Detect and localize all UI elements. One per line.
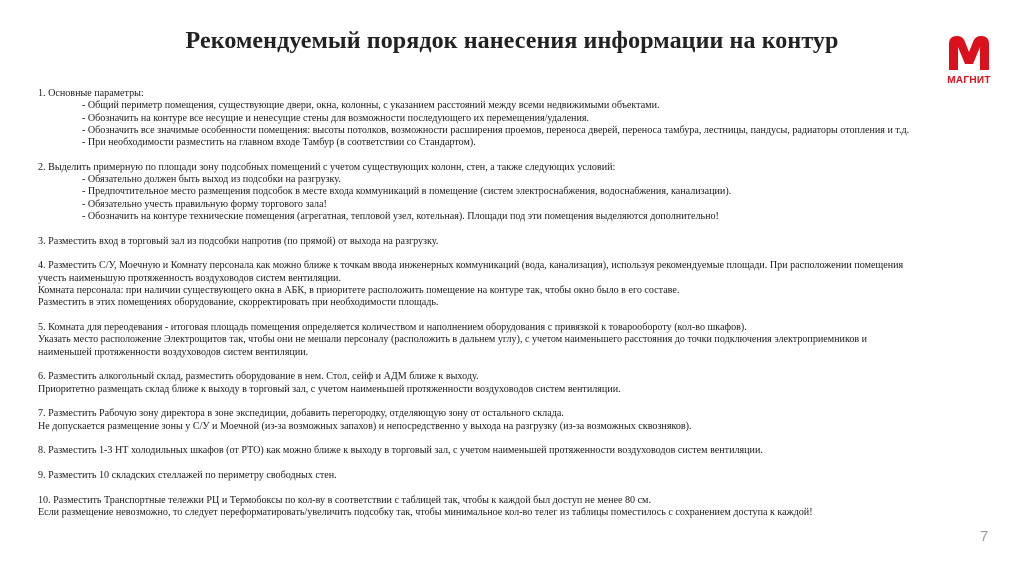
instruction-line: 5. Комната для переодевания - итоговая площадь помещения определяется количеством и наполнением оборудования с привязкой к товарообороту (кол-во шкафов). bbox=[38, 322, 747, 334]
instruction-section bbox=[38, 408, 968, 433]
logo-text: МАГНИТ bbox=[947, 75, 991, 86]
instruction-section bbox=[38, 236, 968, 248]
instruction-subitem: - Обозначить на контуре технические помещения (агрегатная, тепловой узел, котельная). Площади под эти помещения выделяются дополнительно! bbox=[82, 211, 719, 223]
instruction-line: Приоритетно размещать склад ближе к выходу в торговый зал, с учетом наименьшей протяженности воздуховодов систем вентиляции. bbox=[38, 383, 621, 395]
instruction-line: 10. Разместить Транспортные тележки РЦ и Термобоксы по кол-ву в соответствии с таблицей так, чтобы к каждой был доступ не менее 80 см. bbox=[38, 494, 651, 506]
instruction-line: 2. Выделить примерную по площади зону подсобных помещений с учетом существующих колонн, стен, а также следующих условий: bbox=[38, 161, 616, 173]
instruction-line: Комната персонала: при наличии существующего окна в АБК, в приоритете расположить помещение на контуре так, чтобы окно было в его составе. bbox=[38, 285, 680, 297]
instruction-line: Если размещение невозможно, то следует переформатировать/увеличить подсобку так, чтобы минимальное кол-во телег из таблицы поместилось с сохранением доступа к каждой! bbox=[38, 506, 813, 518]
instruction-section bbox=[38, 445, 968, 457]
instruction-section bbox=[38, 260, 968, 309]
instruction-line: Указать место расположение Электрощитов так, чтобы они не мешали персоналу (расположить в дальнем углу), с учетом наименьшего расстояния до точки подключения электроприемников и bbox=[38, 334, 868, 346]
page-title: Рекомендуемый порядок нанесения информации на контур bbox=[185, 28, 839, 54]
instruction-line: учесть наименьшую протяженность воздуховодов систем вентиляции. bbox=[38, 272, 341, 284]
instruction-subitem: - Обязательно должен быть выход из подсобки на разгрузку. bbox=[82, 174, 341, 186]
magnit-logo bbox=[941, 30, 997, 90]
instruction-section bbox=[38, 371, 968, 396]
instruction-line: 3. Разместить вход в торговый зал из подсобки напротив (по прямой) от выхода на разгрузку. bbox=[38, 235, 439, 247]
instruction-line: наименьшей протяженности воздуховодов систем вентиляции. bbox=[38, 346, 309, 358]
instruction-section bbox=[38, 162, 968, 223]
instruction-subitem: - Обязательно учесть правильную форму торгового зала! bbox=[82, 198, 327, 210]
instruction-subitem: - Общий периметр помещения, существующие двери, окна, колонны, с указанием расстояний между всеми недвижимыми объектами. bbox=[82, 100, 660, 112]
instruction-line: 6. Разместить алкогольный склад, разместить оборудование в нем. Стол, сейф и АДМ ближе к выходу. bbox=[38, 371, 479, 383]
instruction-subitem: - Обозначить все значимые особенности помещения: высоты потолков, возможности расширения проемов, переноса дверей, переноса тамбура, лестницы, пандусы, радиаторы отопления и т.д. bbox=[82, 124, 910, 136]
magnit-logo-icon bbox=[941, 30, 997, 74]
instruction-line: 4. Разместить С/У, Моечную и Комнату персонала как можно ближе к точкам ввода инженерных коммуникаций (вода, канализация), используя рекомендуемые площади. При расположении помещения bbox=[38, 260, 904, 272]
instruction-line: 8. Разместить 1-3 НТ холодильных шкафов (от РТО) как можно ближе к выходу в торговый зал, с учетом наименьшей протяженности воздуховодов систем вентиляции. bbox=[38, 445, 763, 457]
instructions-body bbox=[38, 88, 968, 532]
instruction-line: 9. Разместить 10 складских стеллажей по периметру свободных стен. bbox=[38, 469, 337, 481]
instruction-line: 7. Разместить Рабочую зону директора в зоне экспедиции, добавить перегородку, отделяющую зону от остального склада. bbox=[38, 408, 564, 420]
instruction-line: Не допускается размещение зоны у С/У и Моечной (из-за возможных запахов) и непосредственно у выхода на разгрузку (из-за возможных сквозняков). bbox=[38, 420, 692, 432]
instruction-subitem: - При необходимости разместить на главном входе Тамбур (в соответствии со Стандартом). bbox=[82, 137, 476, 149]
instruction-section bbox=[38, 322, 968, 359]
instruction-line: Разместить в этих помещениях оборудование, скорректировать при необходимости площадь. bbox=[38, 297, 439, 309]
instruction-section bbox=[38, 495, 968, 520]
instruction-subitem: - Предпочтительное место размещения подсобок в месте входа коммуникаций в помещение (систем электроснабжения, водоснабжения, канализации). bbox=[82, 186, 732, 198]
instruction-subitem: - Обозначить на контуре все несущие и ненесущие стены для возможности последующего их перемещения/удаления. bbox=[82, 112, 590, 124]
instruction-section bbox=[38, 88, 968, 149]
instruction-line: 1. Основные параметры: bbox=[38, 88, 144, 99]
page-number: 7 bbox=[980, 528, 989, 545]
instruction-section bbox=[38, 470, 968, 482]
